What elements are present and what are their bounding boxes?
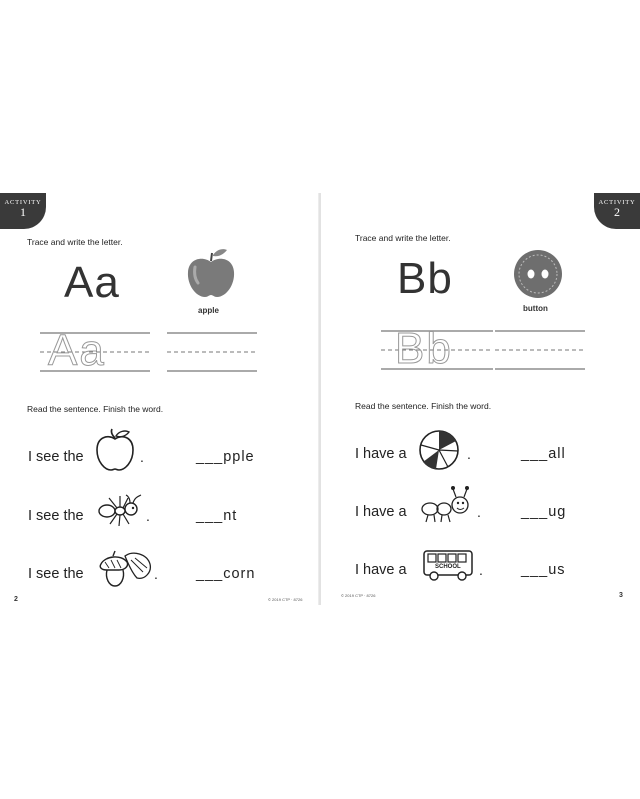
answer-3[interactable]: ___corn: [196, 566, 256, 582]
copyright: © 2019 CTP · 8726: [341, 593, 376, 598]
apple-caption: apple: [198, 306, 219, 315]
sentence-2-text: I see the: [28, 508, 84, 524]
apple-picture-icon: [183, 245, 239, 301]
answer-2[interactable]: ___nt: [196, 508, 238, 524]
activity-number: 1: [20, 205, 26, 219]
instruction-trace: Trace and write the letter.: [27, 237, 123, 247]
write-guide-lines[interactable]: [495, 329, 585, 375]
acorn-icon: [95, 548, 153, 588]
ant-icon: [95, 493, 145, 527]
button-picture-icon: [512, 248, 564, 300]
write-guide-lines[interactable]: [167, 331, 257, 377]
activity-label: ACTIVITY: [598, 199, 636, 206]
sentence-1-text: I see the: [28, 449, 84, 465]
right-page: [321, 193, 640, 605]
period: .: [154, 566, 158, 582]
answer-2[interactable]: ___ug: [521, 504, 567, 520]
apple-outline-icon: [95, 428, 135, 472]
activity-label: ACTIVITY: [4, 199, 42, 206]
trace-letters: Aa: [48, 326, 106, 375]
period: .: [477, 504, 481, 520]
big-letters: Aa: [64, 258, 120, 307]
ball-icon: [418, 429, 460, 471]
instruction-read: Read the sentence. Finish the word.: [355, 401, 492, 411]
bus-label: SCHOOL: [435, 564, 461, 570]
period: .: [140, 449, 144, 465]
trace-letters: Bb: [395, 324, 453, 373]
instruction-read: Read the sentence. Finish the word.: [27, 404, 164, 414]
copyright: © 2019 CTP · 8726: [268, 597, 303, 602]
period: .: [479, 562, 483, 578]
sentence-1-text: I have a: [355, 446, 407, 462]
sentence-2-text: I have a: [355, 504, 407, 520]
activity-tab: [0, 193, 46, 229]
answer-1[interactable]: ___all: [521, 446, 566, 462]
page-number: 2: [14, 596, 18, 603]
left-page: [0, 193, 319, 605]
button-caption: button: [523, 304, 548, 313]
activity-tab: [594, 193, 640, 229]
answer-3[interactable]: ___us: [521, 562, 566, 578]
instruction-trace: Trace and write the letter.: [355, 233, 451, 243]
activity-number: 2: [614, 205, 620, 219]
big-letters: Bb: [397, 254, 453, 303]
page-number: 3: [619, 592, 623, 599]
period: .: [146, 508, 150, 524]
bug-icon: [418, 485, 476, 525]
sentence-3-text: I see the: [28, 566, 84, 582]
period: .: [467, 446, 471, 462]
sentence-3-text: I have a: [355, 562, 407, 578]
answer-1[interactable]: ___pple: [196, 449, 255, 465]
